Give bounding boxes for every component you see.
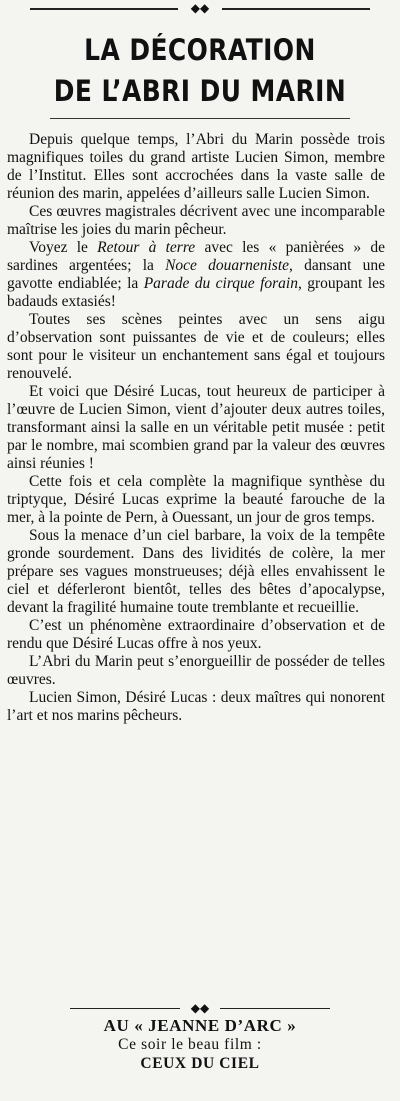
paragraph-3-text-4: , groupant les badauds extasiés! — [7, 275, 385, 310]
article-body — [7, 131, 385, 725]
paragraph-3-text-2: avec les « panièrées » de sardines argentées; la — [7, 239, 385, 274]
cinema-notice — [0, 1016, 400, 1073]
notice-film-title: CEUX DU CIEL — [140, 1055, 260, 1072]
paragraph-4: Toutes ses scènes peintes avec un sens aigu d’observation sont puissantes de vie et de couleurs; elles sont pour le visiteur un enchantement sans égal et toujours renouvelé. — [7, 311, 385, 382]
paragraph-1: Depuis quelque temps, l’Abri du Marin possède trois magnifiques toiles du grand artiste Lucien Simon, membre de l’Institut. Elles sont accrochées dans la vaste salle de réunion des marin, appelées d’ailleurs salle Lucien Simon. — [7, 131, 385, 202]
painting-title-retour: Retour à terre — [97, 239, 196, 256]
paragraph-8: C’est un phénomène extraordinaire d’observation et de rendu que Désiré Lucas offre à nos yeux. — [7, 617, 385, 652]
painting-title-parade: Parade du cirque forain — [143, 275, 298, 292]
painting-title-noce: Noce douarneniste — [165, 257, 290, 274]
headline-line-1: LA DÉCORATION — [84, 33, 316, 67]
paragraph-9: L’Abri du Marin peut s’enorgueillir de posséder de telles œuvres. — [7, 653, 385, 688]
paragraph-10: Lucien Simon, Désiré Lucas : deux maîtres qui nonorent l’art et nos marins pêcheurs. — [7, 689, 385, 724]
paragraph-3-text-1: Voyez le — [29, 239, 98, 256]
paragraph-7: Sous la menace d’un ciel barbare, la voix de la tempête gronde sourdement. Dans des lividités de colère, la mer prépare ses vagues monstrueuses; déjà elles envahissent le ciel et déferleront bientôt, telles des bêtes d’apocalypse, devant la fragilité humaine toute tremblante et recueillie. — [7, 527, 385, 616]
bottom-ornament: ◆◆ — [180, 1000, 220, 1016]
paragraph-3 — [7, 239, 385, 311]
paragraph-2: Ces œuvres magistrales décrivent avec une incomparable maîtrise les joies du marin pêcheur. — [7, 203, 385, 238]
top-ornament: ◆◆ — [178, 0, 222, 16]
headline — [28, 30, 372, 112]
headline-line-2: DE L’ABRI DU MARIN — [53, 74, 347, 108]
headline-rule — [50, 118, 350, 119]
paragraph-5: Et voici que Désiré Lucas, tout heureux de participer à l’œuvre de Lucien Simon, vient d’ajouter deux autres toiles, transformant ainsi la salle en un véritable petit musée : petit par le nombre, mai scombien grand par la valeur des œuvres ainsi réunies ! — [7, 383, 385, 472]
notice-venue: AU « JEANNE D’ARC » — [103, 1016, 297, 1035]
notice-tonight: Ce soir le beau film : — [118, 1036, 262, 1053]
paragraph-3-text-3: , dansant une gavotte endiablée; la — [7, 257, 385, 292]
paragraph-6: Cette fois et cela complète la magnifique synthèse du triptyque, Désiré Lucas exprime la beauté farouche de la mer, à la pointe de Pern, à Ouessant, un jour de gros temps. — [7, 473, 385, 526]
